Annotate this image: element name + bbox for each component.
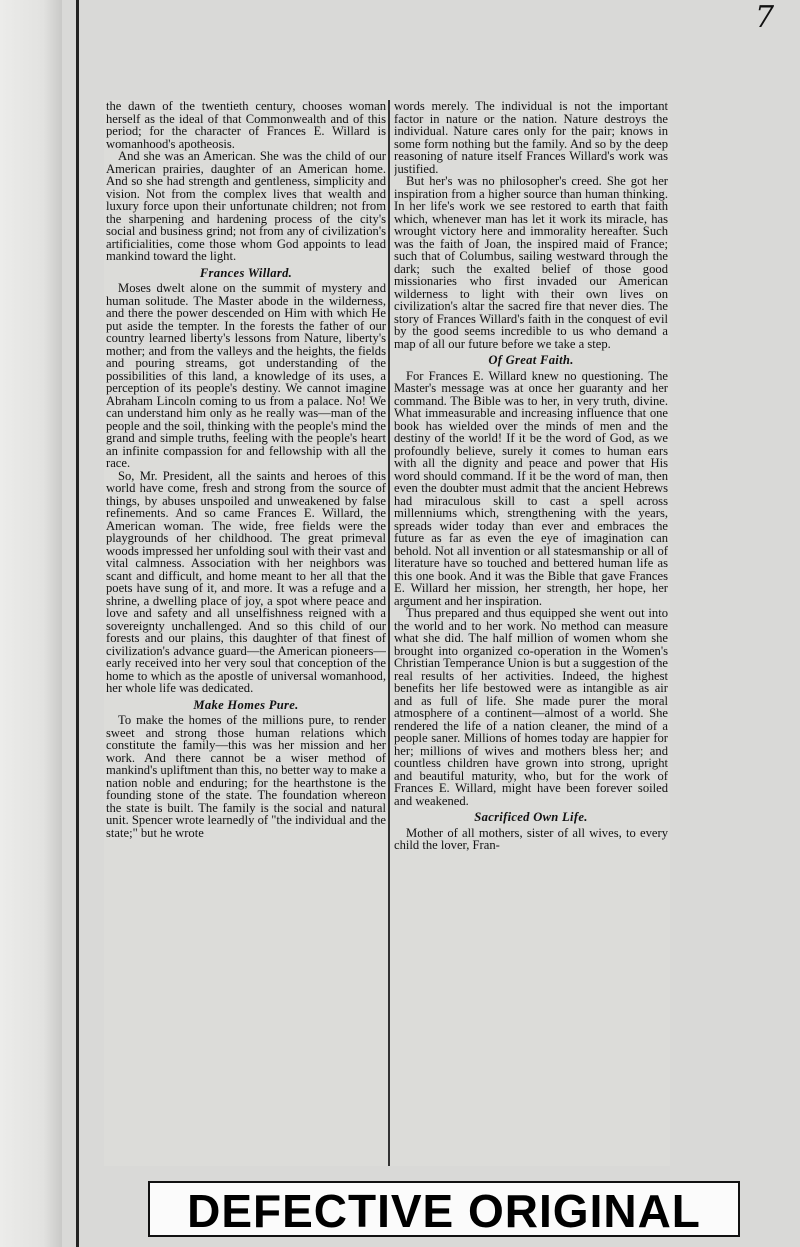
binder-margin (0, 0, 62, 1247)
paragraph: words merely. The individual is not the important factor in nature or the nation. Nature destroys the individual. Nature cares only for the pair; knows in some form nothing but the family. And so by the deep reasoning of nature itself Frances Willard's work was justified. (394, 100, 668, 176)
newspaper-clipping (104, 100, 670, 1166)
section-heading: Sacrificed Own Life. (474, 810, 588, 824)
article-column-left (106, 100, 386, 1166)
paragraph: the dawn of the twentieth century, chooses woman herself as the ideal of that Commonwealth and of this period; for the character of Frances E. Willard is womanhood's apotheosis. (106, 100, 386, 151)
binder-rule (76, 0, 79, 1247)
article-column-right (394, 100, 668, 1166)
paragraph: But her's was no philosopher's creed. She got her inspiration from a higher source than human thinking. In her life's work we see restored to earth that faith which, whenever man has let it work its miracle, has wrought victory here and immorality hereafter. Such was the faith of Joan, the inspired maid of France; such that of Columbus, sailing westward through the dark; such the exalted belief of those good missionaries who first invaded our American wilderness to light with their own lives on civilization's altar the sacred fire that never dies. The story of Frances Willard's faith in the conquest of evil by the good seems incredible to us who demand a map of all our future before we take a step. (394, 174, 668, 351)
paragraph: So, Mr. President, all the saints and heroes of this world have come, fresh and strong from the source of things, by abuses unspoiled and unweakened by false refinements. And so came Frances E. Willard, the American woman. The wide, free fields were the playgrounds of her childhood. The great primeval woods impressed her unfolding soul with their vast and vital calmness. Association with her neighbors was scant and difficult, and home meant to her all that the poets have sung of it, and more. It was a refuge and a shrine, a dwelling place of joy, a spot where peace and love and safety and all unselfishness reigned with a sovereignty unchallenged. And so this child of our forests and our plains, this daughter of that finest of civilization's advance guard—the American pioneers—early received into her very soul that conception of the home to which as the apostle of universal womanhood, her whole life was dedicated. (106, 468, 386, 695)
paragraph: For Frances E. Willard knew no questioning. The Master's message was at once her guaranty and her command. The Bible was to her, in very truth, divine. What immeasurable and increasing influence that one book has wielded over the minds of men and the destiny of the world! If it be the word of God, as we profoundly believe, surely it comes to human ears with all the dignity and peace and power that His word should command. If it be the word of man, then even the doubter must admit that the ancient Hebrews had miraculous skill to cast a spell across millenniums which, strengthening with the years, spreads wider today than ever and embraces the future as far as even the eye of imagination can behold. Not all invention or all statesmanship or all of literature have so touched and bettered human life as this one book. And it was the Bible that gave Frances E. Willard her mission, her strength, her hope, her argument and her inspiration. (394, 368, 668, 608)
section-heading: Make Homes Pure. (193, 697, 299, 712)
defective-original-stamp: DEFECTIVE ORIGINAL (148, 1181, 740, 1237)
paragraph: Mother of all mothers, sister of all wives, to every child the lover, Fran- (394, 825, 668, 852)
section-heading: Frances Willard. (199, 265, 293, 280)
paragraph: Moses dwelt alone on the summit of mystery and human solitude. The Master abode in the wilderness, and there the power descended on Him with which He put aside the tempter. In the forests the father of our country learned liberty's lessons from Nature, liberty's mother; and from the valleys and the heights, the fields and pouring streams, got understanding of the possibilities of this land, a knowledge of its uses, a perception of its people's destiny. We cannot imagine Abraham Lincoln coming to us from a palace. No! We can understand him only as he really was—man of the people and the soil, thinking with the people's mind the grand and simple truths, feeling with the people's heart an infinite compassion for and fellowship with all the race. (106, 281, 386, 470)
paragraph: To make the homes of the millions pure, to render sweet and strong those human relations which constitute the family—this was her mission and her work. And there cannot be a wiser method of mankind's upliftment than this, no better way to make a nation noble and enduring; for the hearthstone is the founding stone of the state. The foundation whereon the state is built. The family is the social and natural unit. Spencer wrote learnedly of "the individual and the state;" but he wrote (106, 713, 386, 840)
section-heading: Of Great Faith. (488, 353, 574, 367)
paragraph: And she was an American. She was the child of our American prairies, daughter of an American home. And so she had strength and gentleness, simplicity and vision. Not from the complex lives that wealth and luxury force upon their unfortunate children; not from the sharpening and hardening process of the city's social and business grind; not from any of civilization's artificialities, come those whom God appoints to lead mankind toward the light. (106, 149, 386, 263)
paragraph: Thus prepared and thus equipped she went out into the world and to her work. No method can measure what she did. The half million of women whom she brought into organized co-operation in the Women's Christian Temperance Union is but a suggestion of the real results of her activities. Indeed, the highest benefits her life bestowed were as intangible as air and as full of life. She made purer the moral atmosphere of a continent—almost of a world. She rendered the life of a nation cleaner, the mind of a people saner. Millions of homes today are happier for her; millions of wives and mothers bless her; and countless children have grown into strong, upright and beautiful maturity, who, but for the work of Frances E. Willard, might have been forever soiled and weakened. (394, 606, 668, 808)
column-divider (388, 100, 390, 1166)
page-number: 7 (755, 0, 775, 35)
